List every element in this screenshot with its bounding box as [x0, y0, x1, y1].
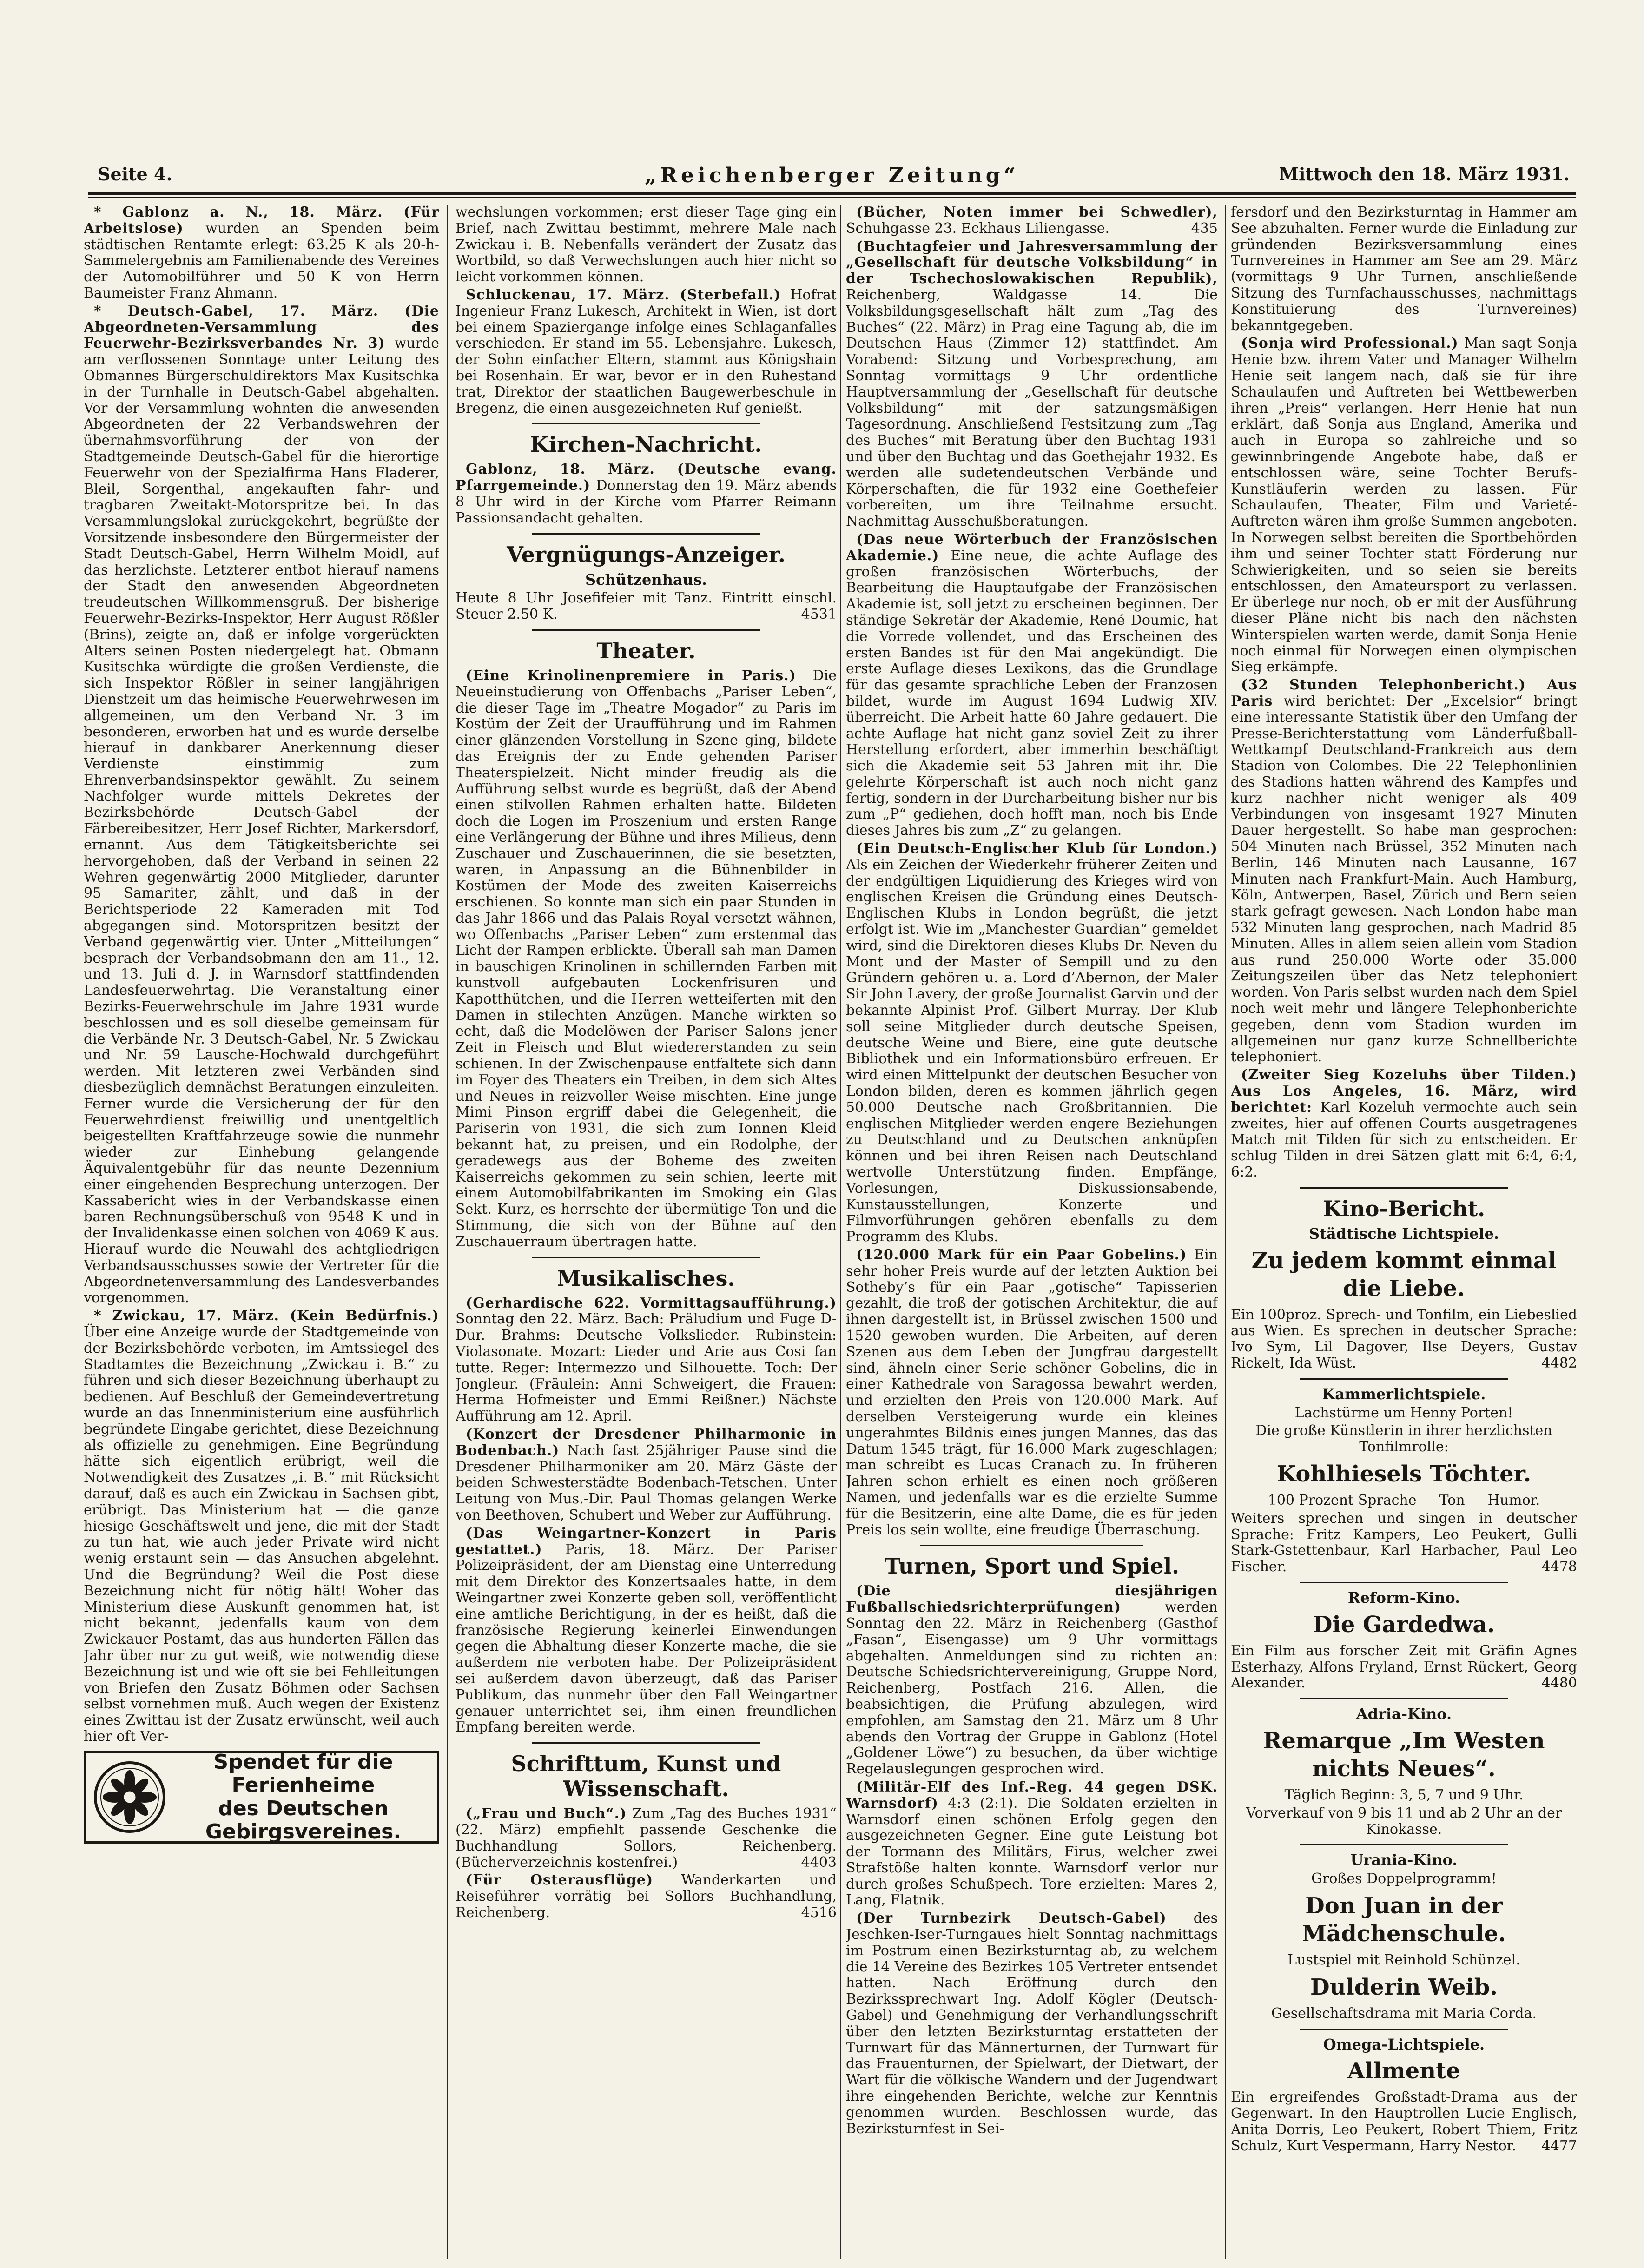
- masthead: „Reichenberger Zeitung“: [645, 164, 1019, 187]
- article-woerterbuch-akademie: (Das neue Wörterbuch der Französischen Akademie.) Eine neue, die achte Auflage des großen französischen Wörterbuchs, der Bearbeitung die Hauptaufgabe der Französischen Akademie ist, soll jetzt zu erscheinen beginnen. Der ständige Sekretär der Akademie, René Doumic, hat die Vorrede vollendet, und das Erscheinen des ersten Bandes ist für den Mai angekündigt. Die erste Auflage dieses Lexikons, das die Grundlage für das gesamte sprachliche Leben der Franzosen bildet, wurde im August 1694 Ludwig XIV. überreicht. Die Arbeit hatte 60 Jahre gedauert. Die achte Auflage hat nicht ganz soviel Zeit zu ihrer Herstellung erfordert, aber immerhin beschäftigt sich die Akademie seit 53 Jahren mit ihr. Die gelehrte Körperschaft ist auch noch nicht ganz fertig, sondern in der Durcharbeitung bisher nur bis zum „P“ gediehen, doch hofft man, noch bis Ende dieses Jahres bis zum „Z“ zu gelangen.: [846, 531, 1218, 839]
- film-title: Zu jedem kommt einmal die Liebe.: [1251, 1247, 1557, 1302]
- cinema-name: Kammerlichtspiele.: [1322, 1385, 1486, 1403]
- separator: [532, 629, 760, 631]
- column-2: [456, 205, 837, 2259]
- article-vormittagsauffuehrung: (Gerhardische 622. Vormittagsaufführung.) Sonntag den 22. März. Bach: Präludium und Fuge D-Dur. Brahms: Deutsche Volkslieder. Rubinstein: Violasonate. Mozart: Lieder und Arie aus Cosi fan tutte. Reger: Intermezzo und Silhouette. Toch: Der Jongleur. (Fräulein: Anni Schweigert, die Frauen: Herma Hofmeister und Emmi Reißner.) Nächste Aufführung am 12. April.: [456, 1295, 837, 1425]
- section-heading-turnen: Turnen, Sport und Spiel.: [884, 1554, 1180, 1579]
- separator: [532, 423, 760, 424]
- film-tagline: 100 Prozent Sprache — Ton — Humor.: [1268, 1492, 1540, 1508]
- column-4: [1231, 205, 1577, 2259]
- film-tagline: Gesellschaftsdrama mit Maria Corda.: [1271, 2005, 1537, 2022]
- article-gobelins: (120.000 Mark für ein Paar Gobelins.) Ein sehr hoher Preis wurde auf der letzten Auktion bei Sotheby’s für ein Paar „gotische“ Tapisserien gezahlt, die troß der gotischen Architektur, die auf ihnen dargestellt ist, in Brüssel zwischen 1500 und 1520 gewoben wurden. Die Arbeiten, auf deren Szenen aus dem Leben der Jungfrau dargestellt sind, ähneln einer Serie schöner Gobelins, die in einer Kathedrale von Saragossa bewahrt werden, und erzielten den Preis von 120.000 Mark. Auf derselben Versteigerung wurde ein kleines ungerahmtes Bildnis eines jungen Mannes, das das Datum 1545 trägt, für 16.000 Mark zugeschlagen; man schreibt es Lucas Cranach zu. In früheren Jahren schon erhielt es einen noch größeren Namen, und jedenfalls war es die erzielte Summe für die Besitzerin, eine alte Dame, die es für jeden Preis los sein wollte, eine freudige Überraschung.: [846, 1247, 1218, 1538]
- film-tagline: Großes Doppelprogramm!: [1311, 1871, 1497, 1887]
- article-gablonz-arbeitslose: * Gablonz a. N., 18. März. (Für Arbeitslose) wurden an Spenden beim städtischen Rentamte erlegt: 63.25 K als 20-h-Sammelergebnis am Familienabende des Vereines der Automobilführer und 50 K von Herrn Baumeister Franz Ahmann.: [84, 205, 439, 301]
- film-showtimes: Täglich Beginn: 3, 5, 7 und 9 Uhr.: [1284, 1786, 1524, 1803]
- separator: [1300, 1582, 1508, 1583]
- cinema-name: Omega-Lichtspiele.: [1323, 2035, 1485, 2053]
- section-heading-kirche: Kirchen-Nachricht.: [530, 432, 762, 457]
- section-heading-musik: Musikalisches.: [557, 1265, 735, 1291]
- separator: [532, 1742, 760, 1744]
- article-zwickau-bezeichnung: * Zwickau, 17. März. (Kein Bedürfnis.) Über eine Anzeige wurde der Stadtgemeinde von der Bezirksbehörde verboten, im Amtssiegel des Stadtamtes die Bezeichnung „Zwickau i. B.“ zu führen und sich dieser Bezeichnung überhaupt zu bedienen. Auf Beschluß der Gemeindevertretung wurde an das Innenministerium eine ausführlich begründete Eingabe gerichtet, diese Bezeichnung als offizielle zu genehmigen. Eine Begründung hätte sich eigentlich erübrigt, weil die Notwendigkeit des Zusatzes „i. B.“ mit Rücksicht darauf, daß es auch ein Zwickau in Sachsen gibt, erübrigt. Das Ministerium hat — die ganze hiesige Geschäftswelt und jene, die mit der Stadt zu tun hat, wie auch jeder Private wird nicht wenig erstaunt sein — das Ansuchen abgelehnt. Und die Begründung? Weil die Post diese Bezeichnung nicht für nötig hält! Woher das Ministerium diese Auskunft genommen hat, ist nicht bekannt, jedenfalls kaum von dem Zwickauer Postamt, das aus hunderten Fällen das Jahr über nur zu gut weiß, wie notwendig diese Bezeichnung ist und wie oft sie bei Fehlleitungen von Briefen den Zusatz Böhmen oder Sachsen selbst vornehmen muß. Auch wegen der Existenz eines Zwittau ist der Zusatz erwünscht, weil auch hier oft Ver-: [84, 1308, 439, 1745]
- film-title: Remarque „Im Westen nichts Neues“.: [1263, 1727, 1545, 1782]
- issue-date: Mittwoch den 18. März 1931.: [1279, 164, 1570, 185]
- article-telephonbericht: (32 Stunden Telephonbericht.) Aus Paris wird berichtet: Der „Excelsior“ bringt eine interessante Statistik über den Umfang der Presse-Berichterstattung vom Länderfußball-Wettkampf Deutschland-Frankreich aus dem Stadion von Colombes. Die 22 Telephonlinien des Stadions hatten während des Kampfes und kurz nachher nicht weniger als 409 Verbindungen von insgesamt 1927 Minuten Dauer hergestellt. So habe man gesprochen: 504 Minuten nach Brüssel, 352 Minuten nach Berlin, 146 Minuten nach Lausanne, 167 Minuten nach Frankfurt-Main. Auch Hamburg, Köln, Antwerpen, Basel, Zürich und Bern seien stark gefragt gewesen. Nach London habe man 532 Minuten lang gesprochen, nach Madrid 85 Minuten. Alles in allem seien allein vom Stadion aus rund 250.000 Worte oder 35.000 Zeitungszeilen über das Netz telephoniert worden. Von Paris selbst wurden nach dem Spiel noch weit mehr und längere Telephonberichte gegeben, denn vom Stadion wurden im allgemeinen nur ganz kurze Schnellberichte telephoniert.: [1231, 677, 1577, 1065]
- article-dresdener-philharmonie: (Konzert der Dresdener Philharmonie in Bodenbach.) Nach fast 25jähriger Pause sind die Dresdener Philharmoniker am 20. März Gäste der beiden Schwesterstädte Bodenbach-Tetschen. Unter Leitung von Mus.-Dir. Paul Thomas gelangen Werke von Beethoven, Schubert und Weber zur Aufführung.: [456, 1426, 837, 1523]
- column-divider: [447, 205, 448, 2259]
- separator: [1300, 2029, 1508, 2030]
- separator: [920, 1545, 1143, 1546]
- separator: [1300, 1378, 1508, 1380]
- separator: [532, 1257, 760, 1258]
- article-weingartner-konzert: (Das Weingartner-Konzert in Paris gestattet.) Paris, 18. März. Der Pariser Polizeipräsident, der am Dienstag eine Unterredung mit dem Direktor des Konzertsaales hatte, in dem Weingartner zwei Konzerte geben soll, veröffentlicht eine amtliche Berichtigung, in der es heißt, daß die französische Regierung keinerlei Einwendungen gegen die Abhaltung dieser Konzerte mache, die sie außerdem nie verboten habe. Der Polizeipräsident sei außerdem davon überzeugt, daß das Pariser Publikum, das nunmehr über den Fall Weingartner genauer unterrichtet sei, ihm einen freundlichen Empfang bereiten werde.: [456, 1525, 837, 1736]
- article-continuation: fersdorf und den Bezirksturntag in Hammer am See abzuhalten. Ferner wurde die Einladung zur gründenden Bezirksversammlung eines Turnvereines in Hammer am See am 29. März (vormittags 9 Uhr Turnen, anschließende Sitzung des Turnfachausschusses, nachmittags Konstituierung des Turnvereines) bekanntgegeben.: [1231, 205, 1577, 334]
- film-title: Don Juan in der Mädchenschule.: [1302, 1892, 1506, 1947]
- film-description: Ein Film aus forscher Zeit mit Gräfin Agnes Esterhazy, Alfons Fryland, Ernst Rückert, Georg Alexander. 4480: [1231, 1642, 1577, 1692]
- film-tagline: Lustspiel mit Reinhold Schünzel.: [1287, 1951, 1520, 1968]
- article-osterausfluege: (Für Osterausflüge) Wanderkarten und Reiseführer vorrätig bei Sollors Buchhandlung, Reichenberg. 4516: [456, 1872, 837, 1921]
- ad-josefifeier: Heute 8 Uhr Josefifeier mit Tanz. Eintritt einschl. Steuer 2.50 K. 4531: [456, 590, 837, 623]
- cinema-name: Städtische Lichtspiele.: [1309, 1224, 1499, 1243]
- film-title: Kohlhiesels Töchter.: [1276, 1461, 1532, 1487]
- film-description: Weiters sprechen und singen in deutscher Sprache: Fritz Kampers, Leo Peukert, Gulli Stark-Gstettenbaur, Karl Harbacher, Paul Leo Fischer. 4478: [1231, 1510, 1577, 1575]
- header-rule: [88, 192, 1576, 195]
- section-heading-schrifttum: Schrifttum, Kunst und Wissenschaft.: [511, 1751, 781, 1802]
- column-divider: [1225, 205, 1226, 2259]
- section-heading-vergnuegung: Vergnügungs-Anzeiger.: [507, 542, 786, 567]
- article-turnbezirk: (Der Turnbezirk Deutsch-Gabel) des Jeschken-Iser-Turngaues hielt Sonntag nachmittags im Postrum einen Bezirksturntag ab, zu welchem die 14 Vereine des Bezirkes 105 Vertreter entsendet hatten. Nach Eröffnung durch den Bezirkssprechwart Ing. Adolf Kögler (Deutsch-Gabel) und Genehmigung der Verhandlungsschrift über den letzten Bezirksturntag erstatteten der Turnwart für das Männerturnen, der Turnwart für das Frauenturnen, der Spielwart, der Dietwart, der Wart für die völkische Wandern und der Jugendwart ihre eingehenden Berichte, welche zur Kenntnis genommen wurden. Beschlossen wurde, das Bezirksturnfest in Sei-: [846, 1910, 1218, 2137]
- separator: [1300, 1698, 1508, 1699]
- article-sonja-henie: (Sonja wird Professional.) Man sagt Sonja Henie bzw. ihrem Vater und Manager Wilhelm Henie seit langem nach, daß sie für ihre Schaulaufen und Auftreten bei Wettbewerben ihren „Preis“ verlangen. Herr Henie hat nun erklärt, daß Sonja aus England, Amerika und auch in Europa so zahlreiche und so gewinnbringende Angebote habe, daß er entschlossen wäre, seine Tochter Berufs-Kunstläuferin werden zu lassen. Für Schaulaufen, Theater, Film und Varieté-Auftreten wären ihm große Summen angeboten. In Norwegen selbst bereiten die Sportbehörden ihm und seiner Tochter statt Förderung nur Schwierigkeiten, und so seien sie bereits entschlossen, den Amateursport zu verlassen. Er überlege nur noch, ob er mit der Ausführung dieser Pläne nicht bis nach den nächsten Winterspielen warten werde, damit Sonja Henie noch einmal für Norwegen einen olympischen Sieg erkämpfe.: [1231, 335, 1577, 675]
- film-tagline: Lachstürme um Henny Porten!: [1294, 1404, 1513, 1421]
- cinema-name: Urania-Kino.: [1350, 1851, 1458, 1869]
- article-krinolinenpremiere: (Eine Krinolinenpremiere in Paris.) Die Neueinstudierung von Offenbachs „Pariser Leben“, die dieser Tage im „Theatre Mogador“ zu Paris im Kostüm der Zeit der Uraufführung und im Rahmen einer glänzenden Vorstellung in Szene ging, bildete das Ereignis der zu Ende gehenden Pariser Theaterspielzeit. Nicht minder freudig als die Aufführung selbst wurde es begrüßt, daß der Abend einen stilvollen Rahmen erhalten hatte. Bildeten doch die Logen im Proszenium und ersten Range eine Verlängerung der Bühne und ihres Milieus, denn Zuschauer und Zuschauerinnen, die sie besetzten, waren, in Anpassung an die Bühnenbilder in Kostümen der Mode des zweiten Kaiserreichs erschienen. So konnte man sich ein paar Stunden in das Jahr 1866 und das Palais Royal versetzt wähnen, wo Offenbachs „Pariser Leben“ zum erstenmal das Licht der Rampen erblickte. Überall sah man Damen in bauschigen Krinolinen in schillernden Farben mit kunstvoll aufgebauten Lockenfrisuren und Kapotthütchen, und die Herren wetteiferten mit den Damen in stilechten Anzügen. Manche wirkten so echt, daß die Modelöwen der Pariser Salons jener Zeit in Fleisch und Blut wiedererstanden zu sein schienen. In der Zwischenpause entfaltete sich dann im Foyer des Theaters ein Treiben, in dem sich Altes und Neues in reizvoller Weise mischten. Eine junge Mimi Pinson ergriff dabei die Gelegenheit, die Pariserin von 1931, die sich zum Ionnen Kleid bekannt hat, zu preisen, und ein Rodolphe, der geradewegs aus der Boheme des zweiten Kaiserreichs gekommen zu sein schien, leerte mit einem Automobilfabrikanten im Smoking ein Glas Sekt. Kurz, es herrschte der übermütige Ton und die Stimmung, die sich von der Bühne auf den Zuschauerraum übertragen hatte.: [456, 667, 837, 1250]
- ad-ferienheime-text: Spendet für die Ferienheime des Deutschen Gebirgsvereines.: [205, 1750, 402, 1844]
- section-heading-kino: Kino-Bericht.: [1322, 1196, 1486, 1221]
- separator: [1300, 1844, 1508, 1845]
- cinema-name: Reform-Kino.: [1347, 1588, 1460, 1607]
- article-frau-und-buch: („Frau und Buch“.) Zum „Tag des Buches 1931“ (22. März) empfiehlt passende Geschenke die Buchhandlung Sollors, Reichenberg. (Bücherverzeichnis kostenfrei.) 4403: [456, 1805, 837, 1871]
- article-militaer-elf: (Militär-Elf des Inf.-Reg. 44 gegen DSK. Warnsdorf) 4:3 (2:1). Die Soldaten erzielten in Warnsdorf einen schönen Erfolg gegen den ausgezeichneten Gegner. Eine gute Leistung bot der Tormann des Militärs, Firus, welcher zwei Strafstöße halten konnte. Warnsdorf verlor nur durch großes Schußpech. Tore erzielten: Mares 2, Lang, Flatnik.: [846, 1779, 1218, 1909]
- film-presale: Vorverkauf von 9 bis 11 und ab 2 Uhr an der Kinokasse.: [1246, 1805, 1562, 1838]
- column-3: [846, 205, 1218, 2259]
- film-title: Die Gardedwa.: [1313, 1611, 1495, 1638]
- page-number: Seite 4.: [98, 164, 172, 185]
- edelweiss-emblem-icon: [92, 1760, 167, 1834]
- column-1: [84, 205, 439, 2259]
- article-continuation: wechslungen vorkommen; erst dieser Tage ging ein Brief, nach Zwittau bestimmt, mehrere Male nach Zwickau i. B. Nebenfalls verändert der Zusatz das Wortbild, so daß Verwechslungen auch hier nicht so leicht vorkommen können.: [456, 205, 837, 285]
- article-deutsch-englischer-klub: (Ein Deutsch-Englischer Klub für London.) Als ein Zeichen der Wiederkehr früherer Zeiten und der endgültigen Liquidierung des Krieges wird von englischen Kreisen die Gründung eines Deutsch-Englischen Klubs in London begrüßt, die jetzt erfolgt ist. Wie im „Manchester Guardian“ gemeldet wird, sind die Direktoren dieses Klubs Dr. Neven du Mont und der Master of Sempill und zu den Gründern gehören u. a. Lord d’Abernon, der Maler Sir John Lavery, der große Journalist Garvin und der bekannte Alpinist Prof. Gilbert Murray. Der Klub soll seine Mitglieder durch deutsche Speisen, deutsche Weine und Biere, eine gute deutsche Bibliothek und ein Informationsbüro erfreuen. Er wird einen Mittelpunkt der deutschen Besucher von London bilden, deren es kommen jährlich gegen 50.000 Deutsche nach Großbritannien. Die englischen Mitglieder werden engere Beziehungen zu Deutschland und zu Deutschen anknüpfen können und bei ihren Reisen nach Deutschland wertvolle Unterstützung finden. Empfänge, Vorlesungen, Diskussionsabende, Kunstausstellungen, Konzerte und Filmvorführungen gehören ebenfalls zu dem Programm des Klubs.: [846, 840, 1218, 1245]
- film-description: Ein 100proz. Sprech- und Tonfilm, ein Liebeslied aus Wien. Es sprechen in deutscher Sprache: Ivo Sym, Lil Dagover, Ilse Deyers, Gustav Rickelt, Ida Wüst. 4482: [1231, 1306, 1577, 1371]
- article-feuerwehr-versammlung: * Deutsch-Gabel, 17. März. (Die Abgeordneten-Versammlung des Feuerwehr-Bezirksverbandes Nr. 3) wurde am verflossenen Sonntage unter Leitung des Obmannes Bürgerschuldirektors Max Kusitschka in der Turnhalle in Deutsch-Gabel abgehalten. Vor der Versammlung wohnten die anwesenden Abgeordneten der 22 Verbandswehren der übernahmsvorführung der von der Stadtgemeinde Deutsch-Gabel für die hierortige Feuerwehr von der Spezialfirma Hans Fladerer, Bleil, Sorgenthal, angekauften fahr- und tragbaren Zweitakt-Motorspritze bei. In das Versammlungslokal zurückgekehrt, begrüßte der Vorsitzende insbesondere den Bürgermeister der Stadt Deutsch-Gabel, Herrn Wilhelm Moidl, auf das herzlichste. Letzterer entbot hierauf namens der Stadt den anwesenden Abgeordneten treudeutschen Willkommensgruß. Der bisherige Feuerwehr-Bezirks-Inspektor, Herr August Rößler (Brins), zeigte an, daß er infolge vorgerückten Alters seinen Posten niedergelegt hat. Obmann Kusitschka würdigte die großen Verdienste, die sich Inspektor Rößler in seiner langjährigen Dienstzeit um das heimische Feuerwehrwesen im allgemeinen, um den Verband Nr. 3 im besonderen, erworben hat und es wurde derselbe hierauf in dankbarer Anerkennung dieser Verdienste einstimmig zum Ehrenverbandsinspektor gewählt. Zu seinem Nachfolger wurde mittels Dekretes der Bezirksbehörde Deutsch-Gabel der Färbereibesitzer, Herr Josef Richter, Markersdorf, ernannt. Aus dem Tätigkeitsberichte sei hervorgehoben, daß der Verband in seinen 22 Wehren gegenwärtig 2000 Mitglieder, darunter 95 Samariter, zählt, und daß in der Berichtsperiode 22 Kameraden mit Tod abgegangen sind. Motorspritzen besitzt der Verband gegenwärtig vier. Unter „Mitteilungen“ besprach der Verbandsobmann den am 11., 12. und 13. Juli d. J. in Warnsdorf stattfindenden Landesfeuerwehrtag. Die Veranstaltung einer Bezirks-Feuerwehrschule im Jahre 1931 wurde beschlossen und es soll dieselbe gemeinsam für die Verbände Nr. 3 Deutsch-Gabel, Nr. 5 Zwickau und Nr. 59 Lausche-Hochwald durchgeführt werden. Mit letzteren zwei Verbänden sind diesbezüglich demnächst Beratungen einzuleiten. Ferner wurde die Versicherung der für den Feuerwehrdienst freiwillig und unentgeltlich beigestellten Kraftfahrzeuge sowie die nunmehr wieder zur Einhebung gelangende Äquivalentgebühr für das neunte Dezennium einer eingehenden Besprechung unterzogen. Der Kassabericht wies in der Verbandskasse einen baren Rechnungsüberschuß von 9548 K und in der Invalidenkasse einen solchen von 4069 K aus. Hierauf wurde die Neuwahl des achtgliedrigen Verbandsausschusses sowie der Vertreter für die Abgeordnetenversammlung des Landesverbandes vorgenommen.: [84, 303, 439, 1306]
- header-rule-thin: [88, 197, 1576, 198]
- ad-schwedler: (Bücher, Noten immer bei Schwedler), Schuhgasse 23. Eckhaus Liliengasse. 435: [846, 205, 1218, 237]
- cinema-name: Adria-Kino.: [1356, 1705, 1452, 1723]
- article-schluckenau-sterbefall: Schluckenau, 17. März. (Sterbefall.) Hofrat Ingenieur Franz Lukesch, Architekt in Wien, ist dort bei einem Spaziergange infolge eines Schlaganfalles verschieden. Er stand im 55. Lebensjahre. Lukesch, der Sohn einfacher Eltern, stammt aus Königshain bei Rosenhain. Er war, bevor er in den Ruhestand trat, Direktor der staatlichen Baugewerbeschule in Bregenz, die einen ausgezeichneten Ruf genießt.: [456, 286, 837, 417]
- article-schiedsrichterpruefungen: (Die diesjährigen Fußballschiedsrichterprüfungen) werden Sonntag den 22. März in Reichenberg (Gasthof „Fasan“, Eisengasse) um 9 Uhr vormittags abgehalten. Anmeldungen sind zu richten an: Deutsche Schiedsrichtervereinigung, Gruppe Nord, Reichenberg, Postfach 216. Allen, die beabsichtigen, die Prüfung abzulegen, wird empfohlen, am Samstag den 21. März um 8 Uhr abends den Vortrag der Gruppe in Gablonz (Hotel „Goldener Löwe“) zu besuchen, da über wichtige Regelauslegungen gesprochen wird.: [846, 1583, 1218, 1778]
- article-buchtagfeier: (Buchtagfeier und Jahresversammlung der „Gesellschaft für deutsche Volksbildung“ in der Tschechoslowakischen Republik), Reichenberg, Waldgasse 14. Die Volksbildungsgesellschaft hält zum „Tag des Buches“ (22. März) in Prag eine Tagung ab, die im Deutschen Haus (Zimmer 12) stattfindet. Am Vorabend: Sitzung und Vorbesprechung, am Sonntag vormittags 9 Uhr ordentliche Hauptversammlung der „Gesellschaft für deutsche Volksbildung“ mit der satzungsmäßigen Tagesordnung. Anschließend Festsitzung zum „Tag des Buches“ mit Beratung über den Buchtag 1931 und über den Buchtag und das Goethejahr 1932. Es werden alle sudetendeutschen Verbände und Körperschaften, die für 1932 eine Goethefeier vorbereiten, um ihre Teilnahme ersucht. Nachmittag Ausschußberatungen.: [846, 238, 1218, 530]
- article-kozeluh-tilden: (Zweiter Sieg Kozeluhs über Tilden.) Aus Los Angeles, 16. März, wird berichtet: Karl Kozeluh vermochte auch sein zweites, hier auf offenen Courts ausgetragenes Match mit Tilden für sich zu entscheiden. Er schlug Tilden in drei Sätzen glatt mit 6:4, 6:4, 6:2.: [1231, 1067, 1577, 1181]
- ad-ferienheime: [84, 1751, 439, 1844]
- venue-name: Schützenhaus.: [585, 570, 707, 588]
- film-title: Dulderin Weib.: [1310, 1974, 1498, 2000]
- film-title: Allmente: [1347, 2058, 1460, 2084]
- article-kirche-gablonz: Gablonz, 18. März. (Deutsche evang. Pfarrgemeinde.) Donnerstag den 19. März abends 8 Uhr wird in der Kirche vom Pfarrer Reimann Passionsandacht gehalten.: [456, 461, 837, 526]
- film-tagline: Die große Künstlerin in ihrer herzlichsten Tonfilmrolle:: [1255, 1422, 1552, 1455]
- film-description: Ein ergreifendes Großstadt-Drama aus der Gegenwart. In den Hauptrollen Lucie Englisch, Anita Dorris, Leo Peukert, Robert Thiem, Fritz Schulz, Kurt Vespermann, Harry Nestor. 4477: [1231, 2089, 1577, 2154]
- separator: [532, 533, 760, 535]
- column-divider: [840, 205, 841, 2259]
- separator: [1300, 1187, 1508, 1189]
- section-heading-theater: Theater.: [596, 638, 696, 663]
